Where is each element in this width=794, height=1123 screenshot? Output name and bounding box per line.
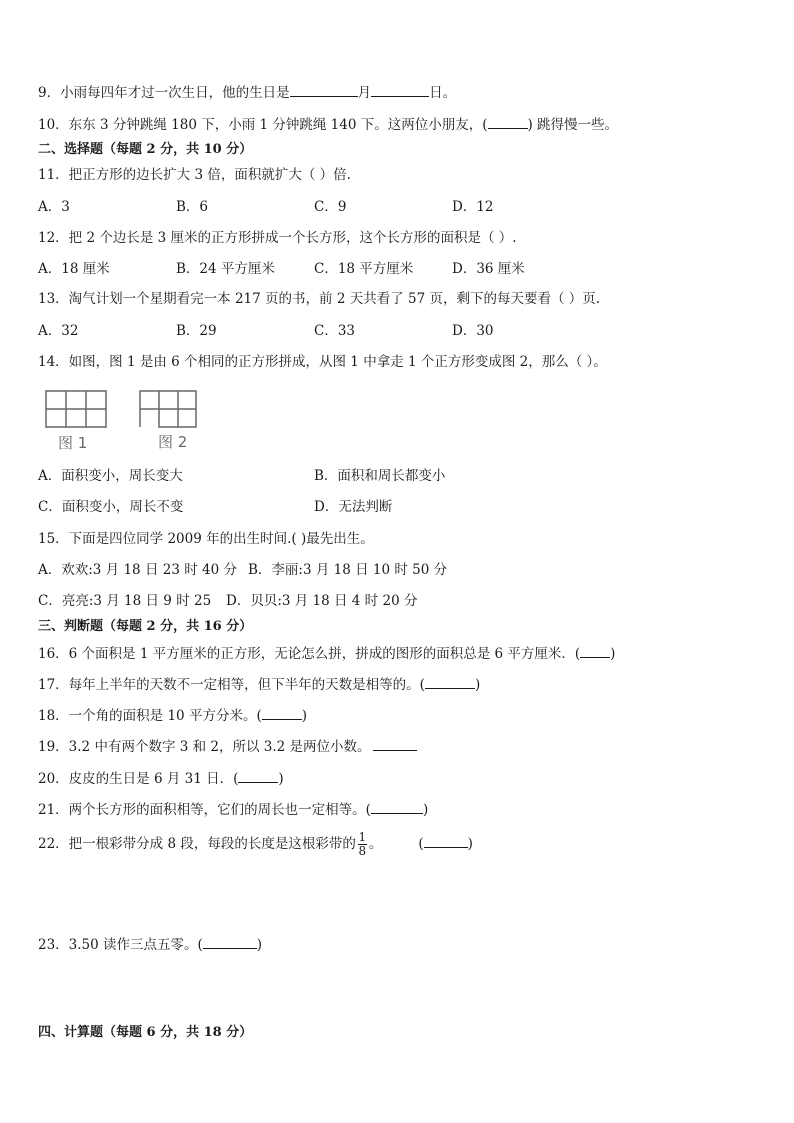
question-11: 11．把正方形的边长扩大 3 倍，面积就扩大（ ）倍. bbox=[38, 167, 351, 183]
q13-option-a[interactable]: A．32 bbox=[38, 323, 79, 339]
q22-open: ( bbox=[418, 836, 424, 852]
q22-fraction bbox=[358, 831, 367, 858]
q10-blank[interactable] bbox=[488, 114, 528, 129]
question-9 bbox=[38, 82, 456, 103]
question-20 bbox=[38, 768, 284, 789]
q18-close: ) bbox=[301, 708, 307, 724]
figure-squares bbox=[40, 385, 210, 435]
question-14: 14．如图，图 1 是由 6 个相同的正方形拼成，从图 1 中拿走 1 个正方形变成图 2，那么（ ）。 bbox=[38, 354, 607, 370]
question-21 bbox=[38, 799, 428, 820]
question-17 bbox=[38, 674, 480, 695]
q20-close: ) bbox=[278, 771, 284, 787]
q12-option-b[interactable]: B．24 平方厘米 bbox=[176, 261, 275, 277]
q22-blank[interactable] bbox=[424, 833, 468, 848]
q18-blank[interactable] bbox=[262, 705, 302, 720]
q11-option-d[interactable]: D．12 bbox=[452, 199, 494, 215]
q16-text: 16．6 个面积是 1 平方厘米的正方形，无论怎么拼，拼成的图形的面积总是 6 平方厘米．( bbox=[38, 646, 581, 662]
q10-text: 10．东东 3 分钟跳绳 180 下，小雨 1 分钟跳绳 140 下。这两位小朋友，( bbox=[38, 117, 488, 133]
fraction-numerator: 1 bbox=[358, 830, 367, 844]
q17-close: ) bbox=[474, 677, 481, 693]
figure-2-grid bbox=[140, 391, 196, 427]
q15-option-c[interactable]: C．亮亮:3 月 18 日 9 时 25 bbox=[38, 593, 212, 609]
question-13: 13．淘气计划一个星期看完一本 217 页的书，前 2 天共看了 57 页，剩下的每天要看（ ）页. bbox=[38, 291, 601, 307]
question-23 bbox=[38, 934, 262, 955]
q23-text: 23．3.50 读作三点五零。( bbox=[38, 937, 203, 953]
question-15: 15．下面是四位同学 2009 年的出生时间.( )最先出生。 bbox=[38, 531, 374, 547]
question-16 bbox=[38, 643, 615, 664]
q14-option-b[interactable]: B．面积和周长都变小 bbox=[314, 468, 446, 484]
q19-text: 19．3.2 中有两个数字 3 和 2，所以 3.2 是两位小数。 bbox=[38, 739, 371, 755]
q21-text: 21．两个长方形的面积相等，它们的周长也一定相等。( bbox=[38, 802, 371, 818]
q23-blank[interactable] bbox=[203, 934, 257, 949]
fraction-denominator: 8 bbox=[358, 844, 367, 858]
q13-option-c[interactable]: C．33 bbox=[314, 323, 356, 339]
q12-option-c[interactable]: C．18 平方厘米 bbox=[314, 261, 414, 277]
section-2-heading: 二、选择题（每题 2 分，共 10 分） bbox=[38, 142, 253, 157]
q17-blank[interactable] bbox=[425, 674, 475, 689]
question-22 bbox=[38, 826, 473, 862]
q15-option-b[interactable]: B．李丽:3 月 18 日 10 时 50 分 bbox=[248, 562, 448, 578]
q14-option-c[interactable]: C．面积变小，周长不变 bbox=[38, 499, 184, 515]
figure-2-label: 图 2 bbox=[158, 433, 188, 451]
q9-text: 9．小雨每四年才过一次生日，他的生日是 bbox=[38, 85, 290, 101]
q11-option-b[interactable]: B．6 bbox=[176, 199, 209, 215]
q15-option-d[interactable]: D．贝贝:3 月 18 日 4 时 20 分 bbox=[226, 593, 418, 609]
q9-day-blank[interactable] bbox=[371, 82, 429, 97]
question-10 bbox=[38, 114, 618, 135]
q9-month: 月 bbox=[357, 85, 372, 101]
q22-close: ) bbox=[467, 836, 473, 852]
q13-option-d[interactable]: D．30 bbox=[452, 323, 494, 339]
question-18 bbox=[38, 705, 307, 726]
section-3-heading: 三、判断题（每题 2 分，共 16 分） bbox=[38, 619, 253, 634]
q11-option-a[interactable]: A．3 bbox=[38, 199, 70, 215]
q17-text: 17．每年上半年的天数不一定相等，但下半年的天数是相等的。( bbox=[38, 677, 425, 693]
q22-period: 。 bbox=[368, 836, 383, 852]
section-4-heading: 四、计算题（每题 6 分，共 18 分） bbox=[38, 1025, 253, 1040]
q22-text: 22．把一根彩带分成 8 段，每段的长度是这根彩带的 bbox=[38, 836, 356, 852]
q14-option-a[interactable]: A．面积变小，周长变大 bbox=[38, 468, 183, 484]
question-12: 12．把 2 个边长是 3 厘米的正方形拼成一个长方形，这个长方形的面积是（ ）. bbox=[38, 230, 517, 246]
q16-close: ) bbox=[610, 646, 616, 662]
q9-month-blank[interactable] bbox=[290, 82, 358, 97]
q9-day: 日。 bbox=[429, 85, 457, 101]
q10-tail: ) 跳得慢一些。 bbox=[527, 117, 619, 133]
q16-blank[interactable] bbox=[580, 643, 610, 658]
q19-blank[interactable] bbox=[373, 736, 417, 751]
q20-text: 20．皮皮的生日是 6 月 31 日．( bbox=[38, 771, 239, 787]
question-19 bbox=[38, 736, 417, 757]
q23-close: ) bbox=[256, 937, 263, 953]
q13-option-b[interactable]: B．29 bbox=[176, 323, 217, 339]
q18-text: 18．一个角的面积是 10 平方分米。( bbox=[38, 708, 262, 724]
figure-1-grid bbox=[46, 391, 106, 427]
q21-close: ) bbox=[422, 802, 429, 818]
q15-option-a[interactable]: A．欢欢:3 月 18 日 23 时 40 分 bbox=[38, 562, 237, 578]
q12-option-a[interactable]: A．18 厘米 bbox=[38, 261, 110, 277]
q12-option-d[interactable]: D．36 厘米 bbox=[452, 261, 525, 277]
q11-option-c[interactable]: C．9 bbox=[314, 199, 347, 215]
q21-blank[interactable] bbox=[371, 799, 423, 814]
figure-1-label: 图 1 bbox=[58, 434, 88, 452]
q14-option-d[interactable]: D．无法判断 bbox=[314, 499, 393, 515]
q20-blank[interactable] bbox=[238, 768, 278, 783]
